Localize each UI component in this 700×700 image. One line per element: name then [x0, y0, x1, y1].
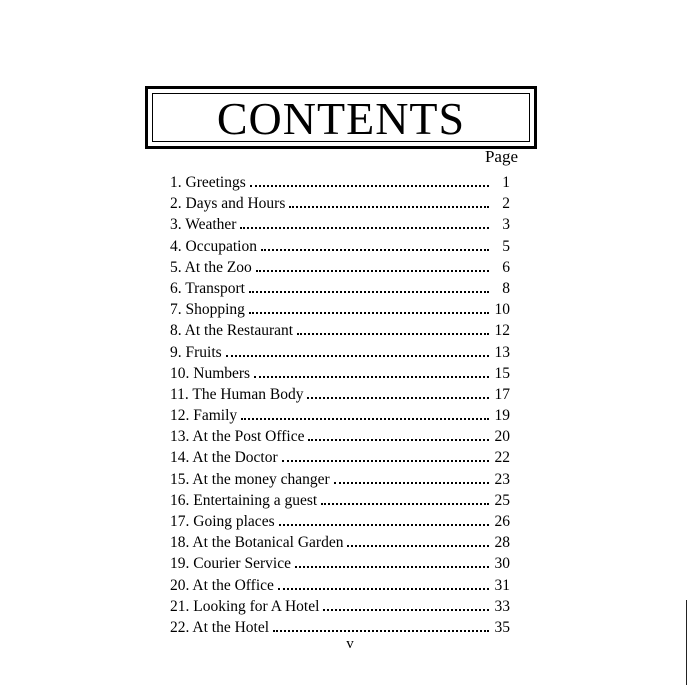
- toc-entry-page: 15: [494, 364, 510, 382]
- toc-entry-label: 14. At the Doctor: [170, 449, 278, 467]
- toc-entry-label: 2. Days and Hours: [170, 195, 286, 213]
- dot-leader: [249, 291, 489, 293]
- dot-leader: [279, 524, 489, 526]
- dot-leader: [241, 418, 489, 420]
- toc-entry: [170, 617, 510, 638]
- toc-entry: [170, 447, 510, 468]
- page-column-header: Page: [484, 147, 518, 166]
- toc-entry-page: 22: [494, 449, 510, 467]
- toc-entry-page: 10: [494, 301, 510, 319]
- toc-entry-label: 19. Courier Service: [170, 555, 291, 573]
- toc-entry-label: 1. Greetings: [170, 174, 246, 191]
- toc-entry: [170, 214, 510, 235]
- toc-entry-label: 13. At the Post Office: [170, 428, 305, 446]
- toc-entry: [170, 575, 510, 596]
- title-frame: [145, 86, 537, 149]
- toc-entry-page: 28: [494, 534, 510, 552]
- toc-entry: [170, 511, 510, 532]
- toc-entry: [170, 553, 510, 574]
- toc-entry-label: 3. Weather: [170, 216, 237, 234]
- toc-entry: [170, 426, 510, 447]
- toc-entry: [170, 320, 510, 341]
- toc-entry-label: 17. Going places: [170, 513, 275, 530]
- toc-entry-page: 12: [494, 322, 510, 340]
- dot-leader: [282, 460, 489, 462]
- toc-entry-page: 13: [494, 343, 510, 361]
- toc-entry-label: 4. Occupation: [170, 237, 257, 255]
- toc-entry: [170, 342, 510, 363]
- dot-leader: [289, 206, 489, 208]
- toc-entry-page: 23: [494, 470, 510, 488]
- toc-entry: [170, 172, 510, 193]
- toc-entry-label: 6. Transport: [170, 279, 245, 297]
- dot-leader: [295, 566, 489, 568]
- page-title: CONTENTS: [216, 92, 466, 144]
- dot-leader: [278, 588, 489, 590]
- toc-entry-page: 8: [502, 279, 510, 297]
- toc-entry-page: 30: [494, 555, 510, 573]
- toc-entry: [170, 532, 510, 553]
- toc-entry: [170, 405, 510, 426]
- dot-leader: [347, 545, 489, 547]
- toc-entry-label: 9. Fruits: [170, 343, 222, 361]
- dot-leader: [321, 503, 489, 505]
- toc-entry-page: 6: [502, 258, 510, 276]
- toc-entry-page: 20: [494, 428, 510, 446]
- table-of-contents: [170, 172, 510, 638]
- dot-leader: [249, 312, 489, 314]
- dot-leader: [256, 270, 489, 272]
- toc-entry: [170, 363, 510, 384]
- dot-leader: [226, 355, 489, 357]
- dot-leader: [308, 439, 489, 441]
- dot-leader: [334, 482, 489, 484]
- dot-leader: [273, 630, 489, 632]
- toc-entry-label: 18. At the Botanical Garden: [170, 534, 344, 552]
- toc-entry: [170, 193, 510, 214]
- dot-leader: [297, 333, 489, 335]
- toc-entry-label: 15. At the money changer: [170, 470, 330, 488]
- toc-entry: [170, 257, 510, 278]
- toc-entry-label: 7. Shopping: [170, 301, 245, 319]
- toc-entry-page: 3: [502, 216, 510, 234]
- toc-entry-label: 8. At the Restaurant: [170, 322, 294, 340]
- toc-entry-page: 25: [494, 491, 510, 509]
- toc-entry: [170, 299, 510, 320]
- dot-leader: [254, 376, 489, 378]
- dot-leader: [323, 609, 489, 611]
- toc-entry-page: 19: [494, 407, 510, 425]
- toc-entry-page: 5: [502, 237, 510, 255]
- toc-entry: [170, 469, 510, 490]
- toc-entry-label: 5. At the Zoo: [170, 258, 252, 276]
- toc-entry: [170, 384, 510, 405]
- dot-leader: [261, 249, 489, 251]
- toc-entry-page: 33: [494, 597, 510, 615]
- toc-entry-label: 11. The Human Body: [170, 385, 304, 403]
- toc-entry: [170, 490, 510, 511]
- title-inner-frame: [152, 93, 530, 142]
- page-number: v: [346, 636, 354, 652]
- toc-entry: [170, 596, 510, 617]
- toc-entry-label: 16. Entertaining a guest: [170, 491, 318, 509]
- toc-entry-label: 20. At the Office: [170, 576, 274, 594]
- toc-entry-label: 22. At the Hotel: [170, 618, 270, 636]
- dot-leader: [240, 227, 489, 229]
- toc-entry-page: 1: [502, 174, 510, 191]
- toc-entry: [170, 278, 510, 299]
- toc-entry-page: 31: [494, 576, 510, 594]
- toc-entry-page: 35: [494, 618, 510, 636]
- toc-entry-label: 21. Looking for A Hotel: [170, 597, 320, 615]
- toc-entry-page: 26: [494, 513, 510, 530]
- toc-entry-page: 17: [494, 385, 510, 403]
- toc-entry-label: 12. Family: [170, 407, 238, 425]
- dot-leader: [307, 397, 489, 399]
- toc-entry-page: 2: [502, 195, 510, 213]
- dot-leader: [250, 185, 489, 187]
- toc-entry-label: 10. Numbers: [170, 364, 251, 382]
- toc-entry: [170, 236, 510, 257]
